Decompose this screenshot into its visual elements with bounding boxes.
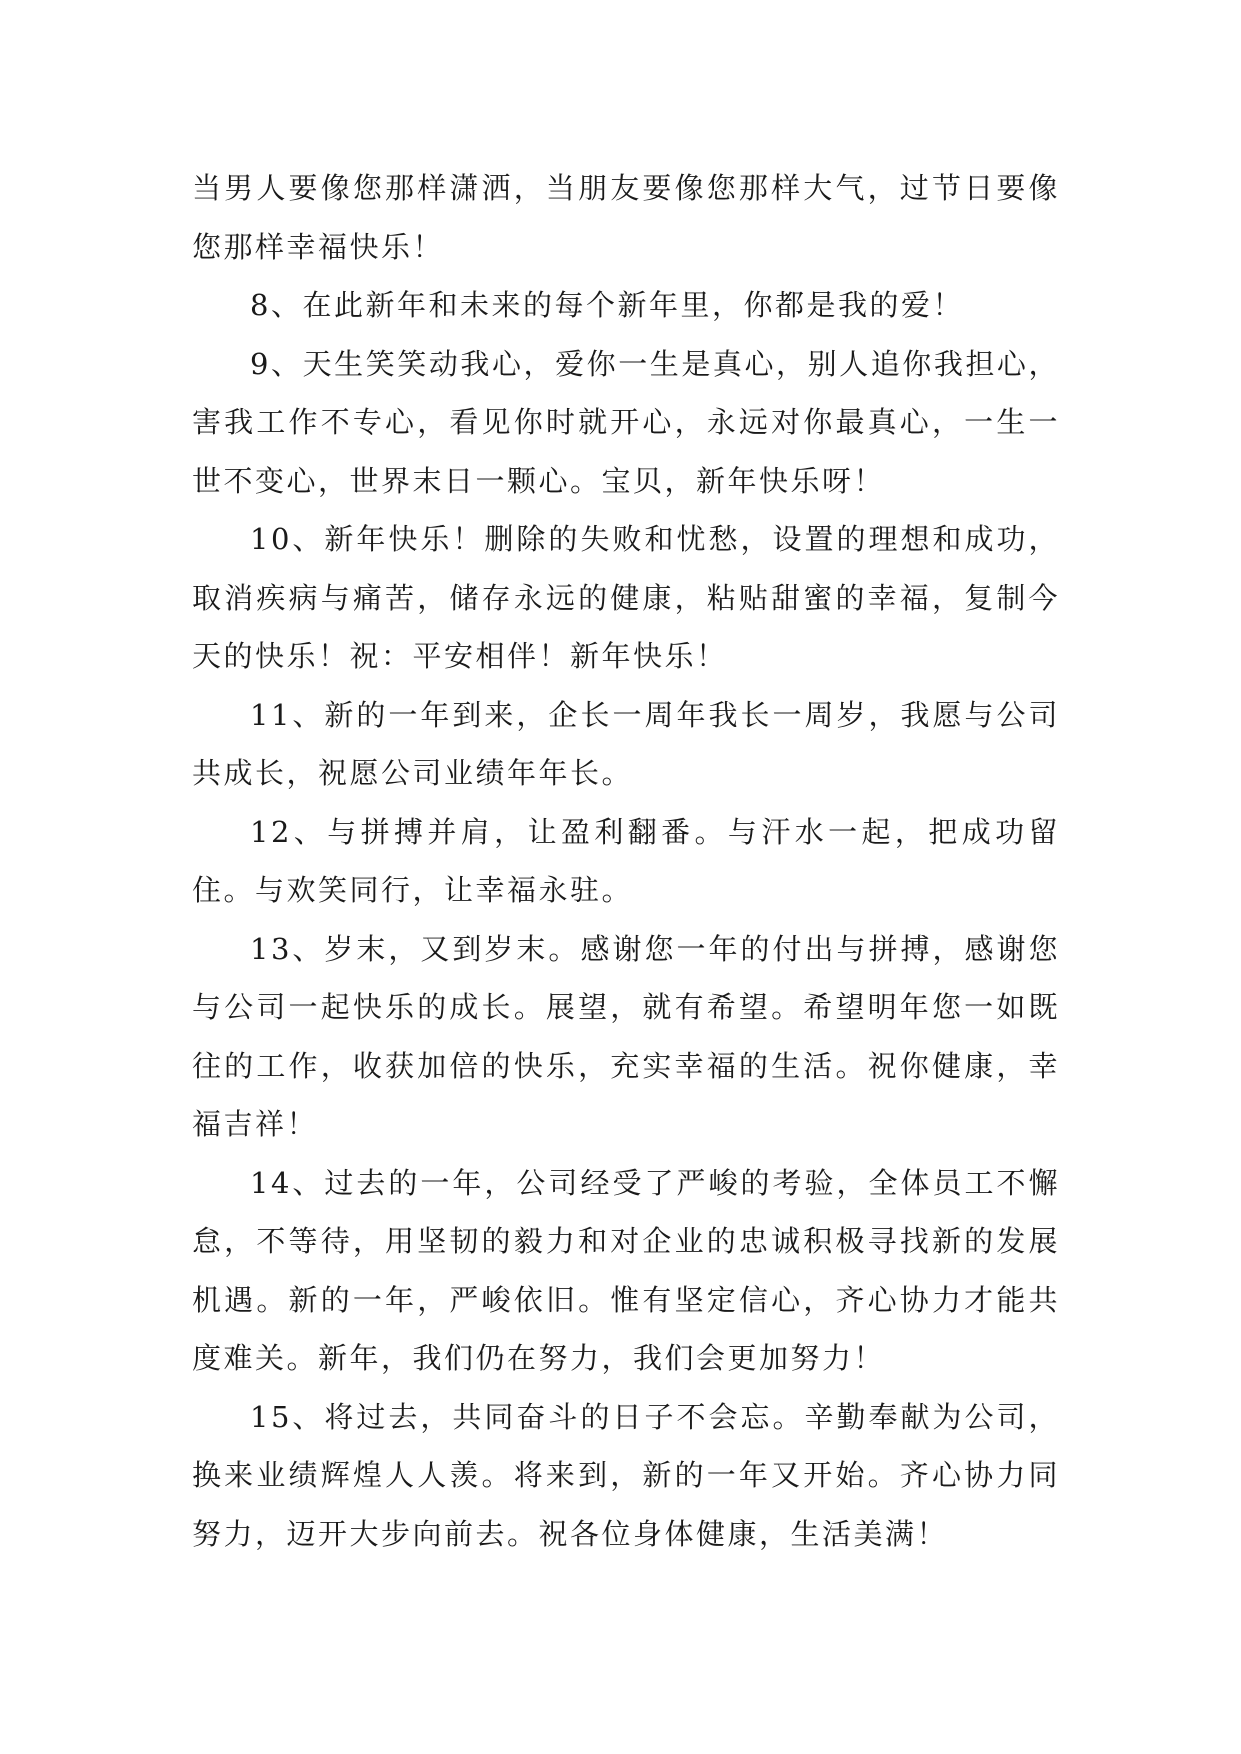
paragraph-item-8: 8、在此新年和未来的每个新年里，你都是我的爱！ [250,288,964,322]
paragraph-item-12: 12、与拼搏并肩，让盈利翻番。与汗水一起，把成功留住。与欢笑同行，让幸福永驻。 [192,814,1060,907]
paragraph-continuation: 当男人要像您那样潇洒，当朋友要像您那样大气，过节日要像您那样幸福快乐！ [192,171,1060,264]
document-body [192,159,1060,1563]
paragraph-item-13: 13、岁末，又到岁末。感谢您一年的付出与拼搏，感谢您与公司一起快乐的成长。展望，就有希望。希望明年您一如既往的工作，收获加倍的快乐，充实幸福的生活。祝你健康，幸福吉祥！ [192,931,1060,1141]
paragraph-item-15: 15、将过去，共同奋斗的日子不会忘。辛勤奉献为公司，换来业绩辉煌人人羡。将来到，新的一年又开始。齐心协力同努力，迈开大步向前去。祝各位身体健康，生活美满！ [192,1399,1060,1551]
paragraph-item-14: 14、过去的一年，公司经受了严峻的考验，全体员工不懈怠，不等待，用坚韧的毅力和对企业的忠诚积极寻找新的发展机遇。新的一年，严峻依旧。惟有坚定信心，齐心协力才能共度难关。新年，我们仍在努力，我们会更加努力！ [192,1165,1060,1375]
paragraph-item-11: 11、新的一年到来，企长一周年我长一周岁，我愿与公司共成长，祝愿公司业绩年年长。 [192,697,1060,790]
paragraph-item-10: 10、新年快乐！删除的失败和忧愁，设置的理想和成功，取消疾病与痛苦，储存永远的健康，粘贴甜蜜的幸福，复制今天的快乐！祝：平安相伴！新年快乐！ [192,522,1060,673]
paragraph-item-9: 9、天生笑笑动我心，爱你一生是真心，别人追你我担心，害我工作不专心，看见你时就开心，永远对你最真心，一生一世不变心，世界末日一颗心。宝贝，新年快乐呀！ [192,346,1060,498]
